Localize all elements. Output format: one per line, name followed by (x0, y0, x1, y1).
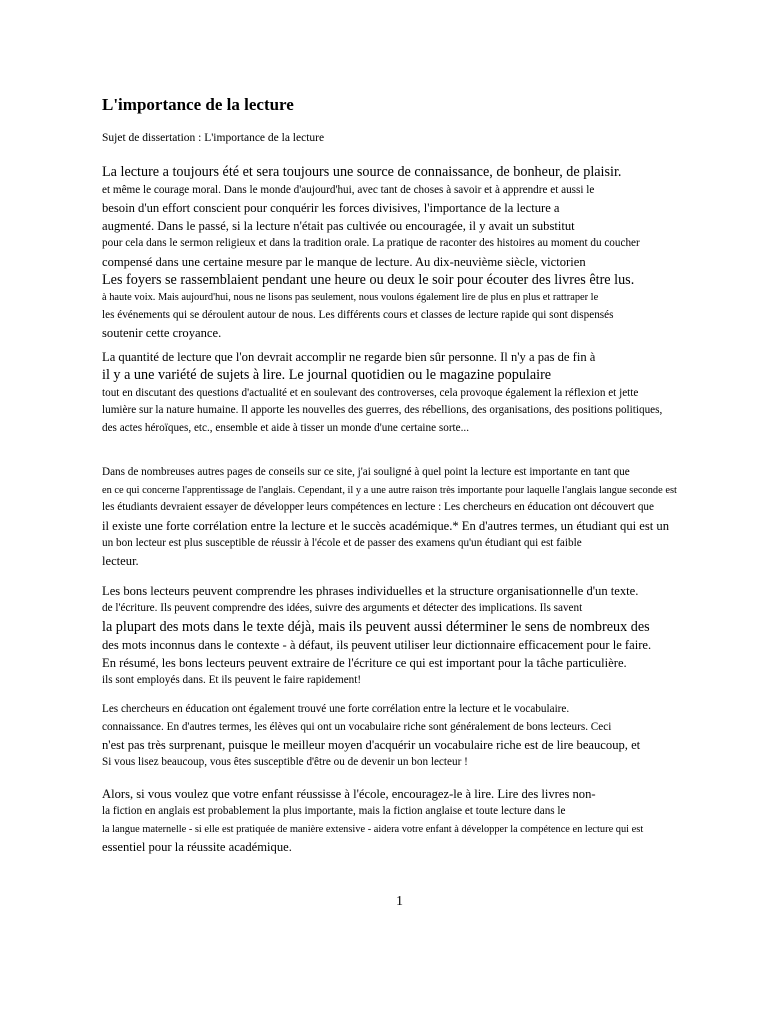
text-line: Les chercheurs en éducation ont également trouvé une forte corrélation entre la lecture et le vocabulaire. (102, 703, 570, 715)
text-line: la plupart des mots dans le texte déjà, mais ils peuvent aussi déterminer le sens de nombreux des (102, 618, 650, 635)
paragraph-6 (102, 785, 722, 856)
text-line: et même le courage moral. Dans le monde d'aujourd'hui, avec tant de choses à savoir et à apprendre et aussi le (102, 183, 595, 196)
text-line: en ce qui concerne l'apprentissage de l'anglais. Cependant, il y a une autre raison très importante pour laquelle l'anglais langue seconde est (102, 484, 677, 496)
text-line: il existe une forte corrélation entre la lecture et le succès académique.* En d'autres termes, un étudiant qui est un (102, 518, 670, 533)
text-line: Les foyers se rassemblaient pendant une heure ou deux le soir pour écouter des livres être lus. (102, 271, 635, 288)
page-number: 1 (396, 894, 403, 909)
text-line: la fiction en anglais est probablement la plus importante, mais la fiction anglaise et toute lecture dans le (102, 805, 566, 817)
text-line: n'est pas très surprenant, puisque le meilleur moyen d'acquérir un vocabulaire riche est de lire beaucoup, et (102, 738, 641, 752)
text-line: des mots inconnus dans le contexte - à défaut, ils peuvent utiliser leur dictionnaire efficacement pour le faire. (102, 638, 652, 652)
text-line: La quantité de lecture que l'on devrait accomplir ne regarde bien sûr personne. Il n'y a pas de fin à (102, 350, 596, 364)
text-line: connaissance. En d'autres termes, les élèves qui ont un vocabulaire riche sont généralement de bons lecteurs. Ceci (102, 720, 612, 733)
text-line: Dans de nombreuses autres pages de conseils sur ce site, j'ai souligné à quel point la lecture est importante en tant que (102, 466, 630, 478)
text-line: lumière sur la nature humaine. Il apporte les nouvelles des guerres, des rébellions, des organisations, des positions politiques, (102, 404, 663, 416)
text-line: augmenté. Dans le passé, si la lecture n'était pas cultivée ou encouragée, il y avait un substitut (102, 219, 575, 233)
text-line: Si vous lisez beaucoup, vous êtes susceptible d'être ou de devenir un bon lecteur ! (102, 756, 468, 768)
text-line: de l'écriture. Ils peuvent comprendre des idées, suivre des arguments et détecter des implications. Ils savent (102, 602, 583, 614)
text-line: ils sont employés dans. Et ils peuvent le faire rapidement! (102, 674, 362, 686)
text-line: soutenir cette croyance. (102, 326, 222, 340)
paragraph-5 (102, 701, 722, 772)
text-line: Alors, si vous voulez que votre enfant réussisse à l'école, encouragez-le à lire. Lire des livres non- (102, 787, 596, 801)
text-line: à haute voix. Mais aujourd'hui, nous ne lisons pas seulement, nous voulons également lire de plus en plus et rattraper le (102, 292, 599, 303)
text-line: pour cela dans le sermon religieux et dans la tradition orale. La pratique de raconter des histoires au moment du coucher (102, 237, 640, 249)
text-line: les événements qui se déroulent autour de nous. Les différents cours et classes de lecture rapide qui sont dispensés (102, 308, 614, 321)
text-line: des actes héroïques, etc., ensemble et aide à tisser un monde d'une certaine sorte... (102, 421, 470, 434)
text-line: besoin d'un effort conscient pour conquérir les forces divisives, l'importance de la lecture a (102, 201, 560, 215)
text-line: Les bons lecteurs peuvent comprendre les phrases individuelles et la structure organisationnelle d'un texte. (102, 584, 639, 598)
document-title: L'importance de la lecture (102, 95, 294, 114)
text-line: essentiel pour la réussite académique. (102, 840, 292, 854)
text-line: les étudiants devraient essayer de développer leurs compétences en lecture : Les chercheurs en éducation ont découvert que (102, 501, 654, 513)
text-line: lecteur. (102, 554, 139, 568)
text-line: il y a une variété de sujets à lire. Le journal quotidien ou le magazine populaire (102, 367, 552, 383)
paragraph-4 (102, 582, 722, 690)
paragraph-3 (102, 464, 722, 570)
paragraph-1 (102, 163, 722, 342)
text-line: La lecture a toujours été et sera toujours une source de connaissance, de bonheur, de plaisir. (102, 164, 622, 180)
text-line: la langue maternelle - si elle est pratiquée de manière extensive - aidera votre enfant à développer la compétence en lecture qui est (102, 823, 644, 835)
document-subtitle: Sujet de dissertation : L'importance de la lecture (102, 132, 325, 144)
paragraph-2 (102, 348, 722, 437)
text-line: tout en discutant des questions d'actualité et en soulevant des controverses, cela provoque également la réflexion et jette (102, 386, 639, 399)
text-line: En résumé, les bons lecteurs peuvent extraire de l'écriture ce qui est important pour la tâche particulière. (102, 656, 627, 670)
text-line: compensé dans une certaine mesure par le manque de lecture. Au dix-neuvième siècle, victorien (102, 254, 586, 269)
text-line: un bon lecteur est plus susceptible de réussir à l'école et de passer des examens qu'un étudiant qui est faible (102, 536, 582, 549)
